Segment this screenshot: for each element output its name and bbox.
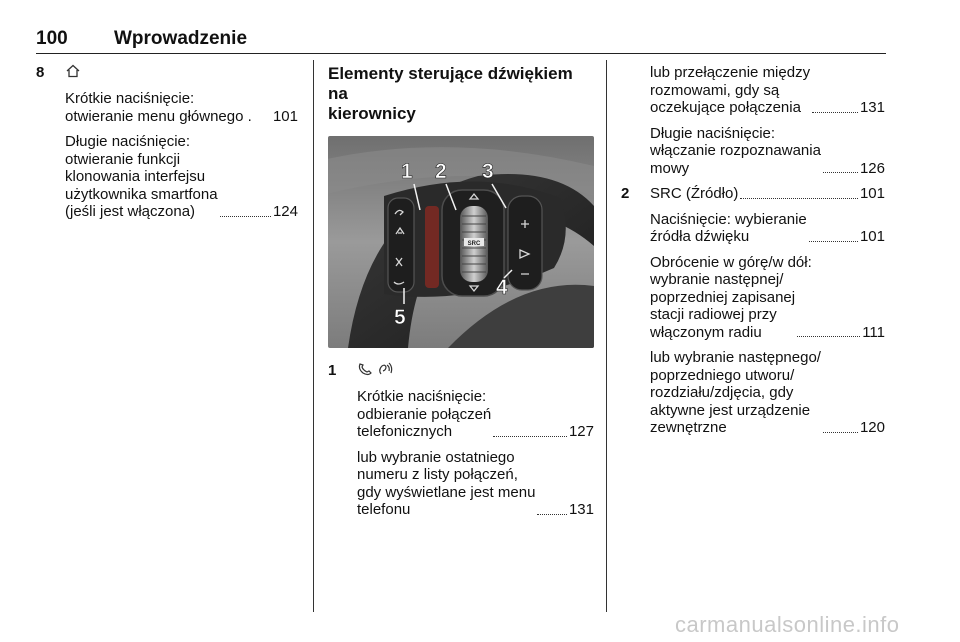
item-1-continued — [621, 64, 885, 177]
page-ref: 101 — [272, 107, 298, 125]
section-heading: Elementy sterujące dźwiękiem na kierownicy — [328, 64, 573, 123]
callout-2: 2 — [435, 160, 447, 183]
long-press-label: Długie naciśnięcie: — [65, 133, 191, 150]
page-title: Wprowadzenie — [114, 28, 248, 49]
voice-icon — [377, 362, 393, 376]
leader-dots — [537, 514, 567, 515]
short-press-label: Krótkie naciśnięcie: — [357, 388, 487, 405]
switch-calls-ref — [650, 64, 885, 117]
leader-dots — [823, 172, 858, 173]
leader-dots — [740, 198, 858, 199]
callout-1: 1 — [401, 160, 413, 183]
item-2 — [621, 185, 885, 437]
column-2 — [328, 64, 594, 519]
src-label: SRC — [467, 241, 481, 247]
leader-dots — [797, 336, 860, 337]
rotate-radio-ref — [650, 271, 885, 341]
ref-text: Naciśnięcie: wybieranie źródła dźwięku — [650, 210, 807, 245]
ref-text: lub wybranie następnego/ poprzedniego utworu/ rozdziału/zdjęcia, gdy aktywne jest urządzenie zewnętrzne — [650, 349, 821, 436]
page-ref: 131 — [568, 501, 594, 518]
rotate-label: Obrócenie w górę/w dół: — [650, 253, 812, 271]
page-ref: 131 — [859, 99, 885, 116]
leader-dots — [220, 216, 271, 217]
home-icon — [65, 64, 81, 78]
watermark: carmanualsonline.info — [675, 612, 900, 637]
callout-4: 4 — [496, 276, 508, 299]
item-1 — [328, 362, 594, 519]
page-number: 100 — [36, 28, 68, 49]
leader-dots — [493, 436, 567, 437]
callout-3: 3 — [482, 160, 494, 183]
leader-dots — [812, 112, 858, 113]
ref-text: włączanie rozpoznawania mowy — [650, 142, 821, 177]
page-ref: 120 — [859, 419, 885, 436]
column-divider-1 — [313, 60, 314, 612]
short-press-ref — [357, 406, 594, 441]
page-ref: 101 — [859, 185, 885, 202]
steering-wheel-illustration — [328, 136, 594, 348]
short-press-ref — [65, 108, 298, 126]
page-ref: 101 — [859, 228, 885, 245]
page-header — [36, 28, 886, 52]
last-number-ref — [357, 449, 594, 519]
item-8-icon-row — [65, 64, 298, 90]
page-ref: 126 — [859, 159, 885, 177]
long-press-label: Długie naciśnięcie: — [650, 124, 776, 142]
callout-5: 5 — [394, 306, 406, 329]
long-press-ref — [65, 151, 298, 221]
item-1-icon-row — [357, 362, 594, 388]
press-source-ref — [650, 211, 885, 246]
column-1 — [36, 64, 298, 221]
ref-text: otwieranie funkcji klonowania interfejsu użytkownika smartfona (jeśli jest włączona) — [65, 150, 218, 220]
next-track-ref — [650, 349, 885, 437]
header-rule — [36, 53, 886, 54]
ref-text: odbieranie połączeń telefonicznych — [357, 405, 492, 440]
page-ref: 111 — [862, 323, 885, 341]
item-number: 8 — [36, 64, 45, 81]
voice-recognition-ref — [650, 142, 885, 177]
phone-icon — [357, 362, 373, 376]
leader-dots — [809, 241, 858, 242]
ref-text: wybranie następnej/ poprzedniej zapisanej stacji radiowej przy włączonym radiu — [650, 271, 796, 341]
item-number: 1 — [328, 362, 337, 379]
ref-text: SRC (Źródło) — [650, 185, 739, 202]
src-title-ref — [650, 185, 885, 203]
column-divider-2 — [606, 60, 607, 612]
leader-dots — [823, 432, 858, 433]
item-8 — [36, 64, 298, 221]
page-ref: 124 — [272, 203, 298, 220]
page-ref: 127 — [568, 423, 594, 440]
short-press-label: Krótkie naciśnięcie: — [65, 90, 195, 107]
column-3 — [621, 64, 885, 437]
ref-text: otwieranie menu głównego . — [65, 107, 252, 125]
ref-text: lub przełączenie między rozmowami, gdy są oczekujące połączenia — [650, 64, 811, 116]
item-number: 2 — [621, 185, 630, 202]
ref-text: lub wybranie ostatniego numeru z listy połączeń, gdy wyświetlane jest menu telefonu — [357, 448, 536, 518]
steering-wheel-photo — [328, 136, 594, 348]
